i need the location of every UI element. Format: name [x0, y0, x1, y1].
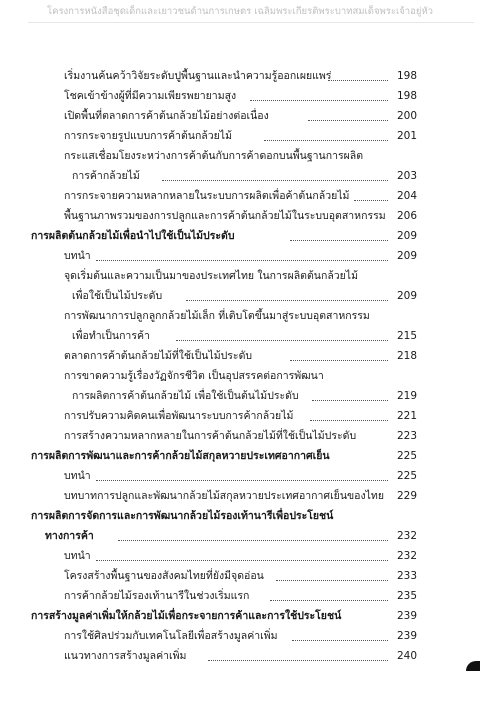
toc-entry-title: เปิดพื้นที่ตลาดการค้าต้นกล้วยไม้อย่างต่อเนื่อง: [64, 110, 269, 122]
toc-entry: [0, 406, 480, 426]
toc-entry: [0, 366, 480, 386]
toc-entry: [0, 146, 480, 166]
running-header: โครงการหนังสือชุดเด็กและเยาวชนด้านการเกษตร เฉลิมพระเกียรติพระบาทสมเด็จพระเจ้าอยู่หัว: [46, 6, 433, 17]
toc-entry: [0, 66, 480, 86]
toc-leader: [264, 140, 388, 141]
header-divider: [28, 22, 474, 23]
toc-entry-title: ตลาดการค้าต้นกล้วยไม้ที่ใช้เป็นไม้ประดับ: [64, 350, 253, 362]
toc-entry: [0, 506, 480, 526]
toc-entry: [0, 606, 480, 626]
toc-entry-title: การกระจายความหลากหลายในระบบการผลิตเพื่อค้าต้นกล้วยไม้: [64, 190, 350, 202]
toc-entry-title: เริ่มงานค้นคว้าวิจัยระดับปูพื้นฐานและนำความรู้ออกเผยแพร่: [64, 70, 332, 82]
toc-entry-page: 204: [396, 190, 417, 202]
toc-entry-title: การสร้างความหลากหลายในการค้าต้นกล้วยไม้ที่ใช้เป็นไม้ประดับ: [64, 430, 357, 442]
toc-entry-title: แนวทางการสร้างมูลค่าเพิ่ม: [64, 650, 187, 662]
toc-entry-page: 198: [396, 70, 417, 82]
toc-entry-page: 203: [396, 170, 417, 182]
toc-entry: [0, 646, 480, 666]
toc-entry-title: โชคเข้าข้างผู้ที่มีความเพียรพยายามสูง: [64, 90, 237, 102]
toc-entry-page: 240: [396, 650, 417, 662]
toc-entry-title: การผลิตการค้าต้นกล้วยไม้ เพื่อใช้เป็นต้นไม้ประดับ: [72, 390, 299, 402]
toc-entry: [0, 446, 480, 466]
toc-entry-title: เพื่อใช้เป็นไม้ประดับ: [72, 290, 163, 302]
toc-section-title: การผลิตต้นกล้วยไม้เพื่อนำไปใช้เป็นไม้ประดับ: [31, 230, 235, 242]
toc-section-title: การผลิตการจัดการและการพัฒนากล้วยไม้รองเท้านารีเพื่อประโยชน์: [31, 510, 334, 522]
toc-entry-page: 215: [396, 330, 417, 342]
toc-section-title: การผลิตการพัฒนาและการค้ากล้วยไม้สกุลหวายประเทศอากาศเย็น: [31, 450, 330, 462]
toc-entry-title: กระแสเชื่อมโยงระหว่างการค้าต้นกับการค้าดอกบนพื้นฐานการผลิต: [64, 150, 364, 162]
toc-entry-page: 232: [396, 530, 417, 542]
toc-entry-title: การใช้ศิลปร่วมกับเทคโนโลยีเพื่อสร้างมูลค่าเพิ่ม: [64, 630, 278, 642]
toc-leader: [276, 580, 388, 581]
toc-leader: [310, 420, 388, 421]
toc-entry: [0, 306, 480, 326]
toc-entry-page: 235: [396, 590, 417, 602]
toc-leader: [118, 540, 388, 541]
toc-leader: [250, 100, 388, 101]
toc-section-title: การสร้างมูลค่าเพิ่มให้กล้วยไม้เพื่อกระจายการค้าและการใช้ประโยชน์: [31, 610, 342, 622]
toc-entry: [0, 586, 480, 606]
toc-entry: [0, 546, 480, 566]
toc-leader: [290, 240, 388, 241]
toc-leader: [208, 660, 388, 661]
toc-entry: [0, 206, 480, 226]
toc-entry: [0, 286, 480, 306]
toc-leader: [270, 600, 388, 601]
toc-entry-page: 221: [396, 410, 417, 422]
toc-entry: [0, 426, 480, 446]
toc-leader: [292, 640, 388, 641]
toc-entry: [0, 226, 480, 246]
toc-leader: [96, 260, 388, 261]
toc-entry-page: 223: [396, 430, 417, 442]
toc-entry-title: บทบาทการปลูกและพัฒนากล้วยไม้สกุลหวายประเทศอากาศเย็นของไทย: [64, 490, 384, 502]
toc-entry: [0, 126, 480, 146]
toc-entry-title: บทนำ: [64, 550, 91, 562]
toc-leader: [328, 80, 388, 81]
toc-leader: [308, 120, 388, 121]
toc-entry-title: การค้ากล้วยไม้รองเท้านารีในช่วงเริ่มแรก: [64, 590, 250, 602]
toc-entry-page: 233: [396, 570, 417, 582]
toc-entry: [0, 326, 480, 346]
toc-entry: [0, 346, 480, 366]
toc-leader: [176, 340, 388, 341]
toc-entry: [0, 626, 480, 646]
toc-entry: [0, 106, 480, 126]
toc-entry-title: การขาดความรู้เรื่องวัฏจักรชีวิต เป็นอุปสรรคต่อการพัฒนา: [64, 370, 324, 382]
toc-leader: [96, 560, 388, 561]
toc-leader: [290, 360, 388, 361]
toc-entry-title: โครงสร้างพื้นฐานของสังคมไทยที่ยังมีจุดอ่อน: [64, 570, 264, 582]
toc-entry-title: จุดเริ่มต้นและความเป็นมาของประเทศไทย ในการผลิตต้นกล้วยไม้: [64, 270, 359, 282]
toc-entry: [0, 386, 480, 406]
toc-entry: [0, 466, 480, 486]
toc-entry-title: การกระจายรูปแบบการค้าต้นกล้วยไม้: [64, 130, 232, 142]
toc-entry: [0, 86, 480, 106]
toc-entry-title: บทนำ: [64, 250, 91, 262]
toc-entry-page: 232: [396, 550, 417, 562]
toc-entry-page: 206: [396, 210, 417, 222]
toc-entry-page: 200: [396, 110, 417, 122]
toc-entry-page: 219: [396, 390, 417, 402]
toc-entry-title: การปรับความคิดคนเพื่อพัฒนาระบบการค้ากล้วยไม้: [64, 410, 294, 422]
toc-entry: [0, 526, 480, 546]
toc-entry-page: 239: [396, 610, 417, 622]
toc-entry: [0, 266, 480, 286]
toc-entry-page: 239: [396, 630, 417, 642]
toc-entry-title: เพื่อทำเป็นการค้า: [72, 330, 150, 342]
toc-entry-page: 198: [396, 90, 417, 102]
toc-entry-page: 225: [396, 450, 417, 462]
toc-entry-page: 209: [396, 250, 417, 262]
toc-entry-page: 218: [396, 350, 417, 362]
toc-section-title: ทางการค้า: [45, 530, 94, 542]
toc-entry: [0, 566, 480, 586]
toc-entry-title: การพัฒนาการปลูกลูกกล้วยไม้เล็ก ที่เติบโตขึ้นมาสู่ระบบอุตสาหกรรม: [64, 310, 370, 322]
toc-leader: [162, 180, 388, 181]
toc-entry-page: 225: [396, 470, 417, 482]
toc-entry-title: การค้ากล้วยไม้: [72, 170, 140, 182]
toc-entry-page: 209: [396, 230, 417, 242]
toc-entry: [0, 486, 480, 506]
toc-entry: [0, 166, 480, 186]
toc-leader: [354, 200, 388, 201]
toc-entry-page: 229: [396, 490, 417, 502]
toc-entry: [0, 186, 480, 206]
toc-entry-page: 201: [396, 130, 417, 142]
toc-leader: [312, 400, 388, 401]
toc-entry: [0, 246, 480, 266]
toc-leader: [186, 300, 388, 301]
toc-leader: [96, 480, 388, 481]
toc-entry-title: พื้นฐานภาพรวมของการปลูกและการค้าต้นกล้วยไม้ในระบบอุตสาหกรรม: [64, 210, 386, 222]
toc-entry-page: 209: [396, 290, 417, 302]
toc-entry-title: บทนำ: [64, 470, 91, 482]
